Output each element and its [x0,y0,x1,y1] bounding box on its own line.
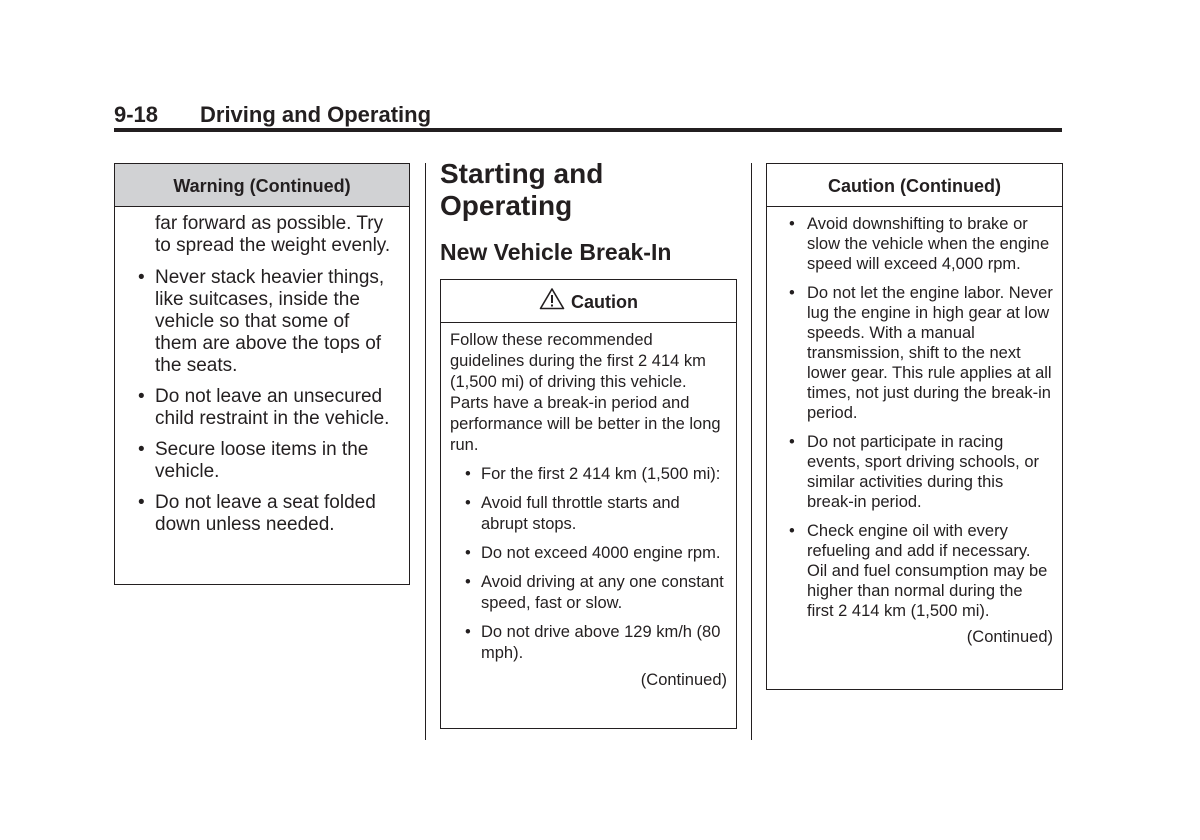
caution-header [441,280,736,323]
caution-continued-box [766,163,1063,690]
list-item-text: For the first 2 414 km (1,500 mi): [481,465,721,483]
list-item [789,283,1053,423]
bullet-icon: • [138,439,145,460]
column-divider [425,163,426,740]
caution-title: Caution [571,292,638,312]
list-item [138,439,395,483]
header-rule [114,128,1062,132]
list-item [789,214,1053,274]
list-item-text: Check engine oil with every refueling and add if necessary. Oil and fuel consumption may be higher than normal during the first 2 414 km (1,500 mi). [807,522,1048,620]
caution-box [440,279,737,729]
caution-intro: Follow these recommended guidelines during the first 2 414 km (1,500 mi) of driving this vehicle. Parts have a break-in period and performance will be better in the long run. [450,331,721,454]
list-item [138,267,395,377]
list-item [465,572,727,614]
list-item [138,492,395,536]
bullet-icon: • [465,494,471,512]
warning-bullet-list [138,267,395,536]
section-title: Driving and Operating [200,102,432,127]
continued-label: (Continued) [966,628,1053,646]
warning-continued-text: far forward as possible. Try to spread the weight evenly. [155,213,391,256]
list-item [465,543,727,564]
bullet-icon: • [465,544,471,562]
caution-body [441,323,736,691]
list-item [465,622,727,664]
caution-continued-body [767,207,1062,647]
list-item-text: Never stack heavier things, like suitcases, inside the vehicle so that some of them are above the tops of the seats. [155,267,385,376]
bullet-icon: • [789,522,795,540]
bullet-icon: • [138,267,145,288]
list-item-text: Do not drive above 129 km/h (80 mph). [481,623,721,662]
bullet-icon: • [138,386,145,407]
chapter-heading: Starting and Operating [440,158,604,221]
caution-continued-title: Caution (Continued) [767,164,1062,207]
list-item-text: Do not leave a seat folded down unless needed. [155,492,376,535]
list-item-text: Do not exceed 4000 engine rpm. [481,544,721,562]
bullet-icon: • [138,492,145,513]
bullet-icon: • [789,215,795,233]
caution-bullet-list [450,464,727,664]
list-item-text: Secure loose items in the vehicle. [155,439,369,482]
bullet-icon: • [465,623,471,641]
caution-continued-bullet-list [789,214,1053,621]
list-item [465,464,727,485]
bullet-icon: • [465,465,471,483]
list-item-text: Do not participate in racing events, sport driving schools, or similar activities during this break-in period. [807,433,1040,511]
list-item [465,493,727,535]
page-number: 9-18 [114,102,159,127]
page-header [114,100,1062,130]
warning-box [114,163,410,585]
list-item [789,521,1053,621]
list-item-text: Do not leave an unsecured child restraint in the vehicle. [155,386,390,429]
list-item-text: Avoid driving at any one constant speed, fast or slow. [481,573,724,612]
warning-triangle-icon [539,287,565,310]
bullet-icon: • [789,433,795,451]
list-item-text: Do not let the engine labor. Never lug the engine in high gear at low speeds. With a manual transmission, shift to the next lower gear. This rule applies at all times, not just during the break-in period. [807,284,1053,422]
subsection-heading: New Vehicle Break-In [440,239,672,265]
list-item [789,432,1053,512]
list-item-text: Avoid downshifting to brake or slow the vehicle when the engine speed will exceed 4,000 rpm. [807,215,1050,273]
continued-label: (Continued) [640,671,727,689]
warning-body [115,207,409,536]
list-item [138,386,395,430]
column-divider [751,163,752,740]
bullet-icon: • [789,284,795,302]
bullet-icon: • [465,573,471,591]
warning-title: Warning (Continued) [115,164,409,207]
list-item-text: Avoid full throttle starts and abrupt stops. [481,494,680,533]
